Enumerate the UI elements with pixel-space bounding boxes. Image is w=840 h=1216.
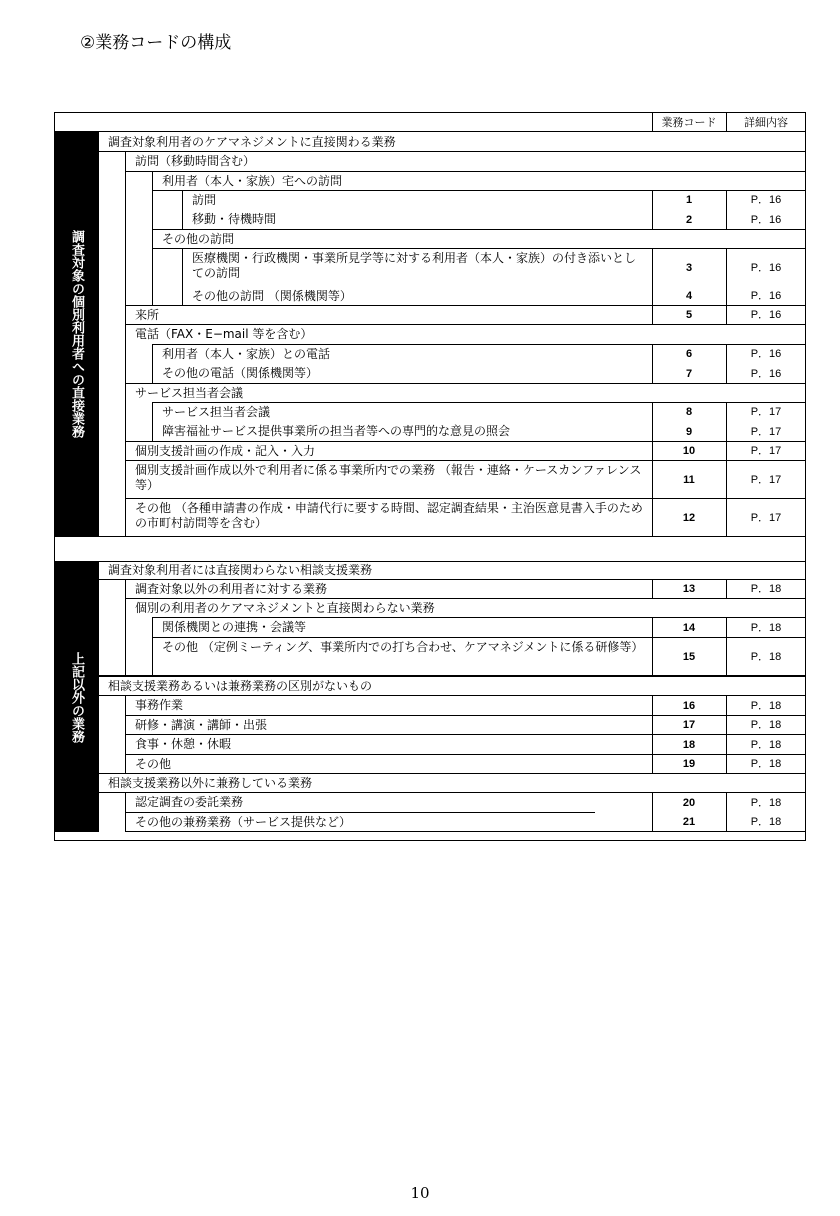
task-detail-page: P．18 — [750, 719, 782, 731]
task-code: 18 — [682, 738, 696, 751]
row-line-thick — [98, 675, 806, 677]
task-detail-page: P．16 — [750, 213, 782, 226]
visit-group-label: 訪問（移動時間含む） — [135, 154, 256, 168]
task-detail-page: P．16 — [750, 261, 782, 274]
task-code: 10 — [682, 445, 696, 457]
task-detail-page: P．17 — [750, 511, 782, 524]
task-code: 6 — [685, 348, 693, 360]
cell-divider — [726, 637, 727, 676]
task-detail-page: P．16 — [750, 348, 782, 360]
cell-divider — [726, 363, 727, 383]
task-code: 9 — [685, 425, 693, 438]
header-divider — [726, 112, 727, 132]
cell-divider — [652, 402, 653, 421]
not-related-group-label: 個別の利用者のケアマネジメントと直接関わらない業務 — [135, 601, 435, 615]
tree-line — [182, 190, 183, 229]
task-detail-page: P．16 — [750, 290, 782, 302]
home-visit-group-label: 利用者（本人・家族）宅への訪問 — [162, 174, 343, 188]
row-line — [125, 305, 806, 306]
task-label: 医療機関・行政機関・事業所見学等に対する利用者（本人・家族）の付き添いとしての訪問 — [192, 251, 637, 280]
cell-divider — [652, 421, 653, 441]
row-line — [98, 792, 806, 793]
task-code: 8 — [685, 406, 693, 418]
cell-divider — [726, 460, 727, 498]
cell-divider — [652, 754, 653, 773]
concurrent-group-label: 相談支援業務以外に兼務している業務 — [108, 776, 313, 790]
task-detail-page: P．17 — [750, 473, 782, 486]
section1-side-text: 調査対象の個別利用者への直接業務 — [69, 230, 84, 438]
task-label: 移動・待機時間 — [192, 212, 277, 226]
task-label: その他 （定例ミーティング、事業所内での打ち合わせ、ケアマネジメントに係る研修等） — [162, 640, 644, 654]
cell-divider — [726, 617, 727, 637]
row-line — [125, 441, 806, 442]
section1-side-label — [54, 132, 98, 536]
row-line — [125, 754, 806, 755]
task-code: 20 — [682, 796, 696, 809]
other-visit-group-label: その他の訪問 — [162, 232, 235, 246]
task-detail-page: P．16 — [750, 309, 782, 321]
task-code: 17 — [682, 719, 696, 731]
task-code: 14 — [682, 621, 696, 634]
cell-divider — [652, 617, 653, 637]
task-detail-page: P．18 — [750, 758, 782, 770]
task-code: 1 — [685, 194, 693, 206]
cell-divider — [726, 695, 727, 715]
page-number: 10 — [410, 1184, 430, 1202]
cell-divider — [652, 812, 653, 831]
cell-divider — [652, 305, 653, 324]
cell-divider — [652, 248, 653, 286]
task-code: 3 — [685, 261, 693, 274]
row-line — [125, 383, 806, 384]
header-bottom-line — [54, 131, 806, 132]
task-code: 11 — [683, 473, 695, 486]
task-label: 関係機関との連携・会議等 — [162, 620, 307, 634]
section1-heading: 調査対象利用者のケアマネジメントに直接関わる業務 — [108, 135, 396, 149]
task-label: その他の兼務業務（サービス提供など） — [135, 815, 352, 829]
cell-divider — [726, 754, 727, 773]
tree-line — [152, 171, 153, 305]
cell-divider — [726, 498, 727, 536]
row-line — [152, 344, 806, 345]
tree-line — [152, 617, 153, 676]
task-detail-page: P．18 — [750, 796, 782, 809]
task-code: 7 — [685, 367, 693, 380]
cell-divider — [652, 441, 653, 460]
cell-divider — [652, 715, 653, 734]
task-label: 事務作業 — [135, 698, 184, 712]
tree-line — [125, 579, 126, 676]
task-label: 個別支援計画の作成・記入・入力 — [135, 444, 316, 458]
cell-divider — [726, 812, 727, 831]
task-code: 21 — [682, 816, 696, 828]
row-line — [152, 248, 806, 249]
row-line — [125, 831, 806, 832]
section-gap-top — [54, 536, 806, 537]
cell-divider — [726, 190, 727, 209]
cell-divider — [726, 734, 727, 754]
row-line — [152, 402, 806, 403]
task-detail-page: P．17 — [750, 445, 782, 457]
row-line — [152, 229, 806, 230]
cell-divider — [652, 460, 653, 498]
header-code: 業務コード — [661, 116, 717, 129]
task-label: その他の訪問 （関係機関等） — [192, 289, 352, 303]
row-line — [98, 773, 806, 774]
task-label: 認定調査の委託業務 — [135, 795, 244, 809]
task-label: 食事・休憩・休暇 — [135, 737, 232, 751]
task-label: サービス担当者会議 — [162, 405, 271, 419]
cell-divider — [726, 305, 727, 324]
task-label: 調査対象以外の利用者に対する業務 — [135, 582, 328, 596]
cell-divider — [726, 441, 727, 460]
cell-divider — [726, 421, 727, 441]
task-label: 訪問 — [192, 193, 217, 207]
task-detail-page: P．18 — [750, 699, 782, 712]
row-line — [125, 324, 806, 325]
cell-divider — [726, 579, 727, 598]
cell-divider — [726, 792, 727, 812]
row-line — [125, 171, 806, 172]
row-line — [152, 190, 806, 191]
page-title: ②業務コードの構成 — [80, 33, 232, 53]
task-label: 利用者（本人・家族）との電話 — [162, 347, 331, 361]
row-line — [152, 637, 806, 638]
meeting-group-label: サービス担当者会議 — [135, 386, 244, 400]
cell-divider — [652, 286, 653, 305]
task-label: その他 （各種申請書の作成・申請代行に要する時間、認定調査結果・主治医意見書入手のための市町村訪問等を含む） — [135, 501, 643, 530]
header-divider — [652, 112, 653, 132]
cell-divider — [652, 209, 653, 229]
cell-divider — [726, 402, 727, 421]
cell-divider — [652, 637, 653, 676]
task-detail-page: P．18 — [750, 583, 782, 595]
cell-divider — [652, 734, 653, 754]
cell-divider — [726, 248, 727, 286]
cell-divider — [726, 344, 727, 363]
tree-line — [152, 344, 153, 383]
task-detail-page: P．16 — [750, 194, 782, 206]
task-detail-page: P．18 — [750, 651, 782, 663]
tree-line — [98, 132, 99, 536]
section2-side-label — [54, 562, 98, 832]
section2-side-text: 上記以外の業務 — [69, 651, 84, 743]
tree-line — [125, 151, 126, 536]
cell-divider — [652, 190, 653, 209]
cell-divider — [652, 498, 653, 536]
task-code: 2 — [685, 213, 693, 226]
cell-divider — [652, 695, 653, 715]
task-code: 16 — [682, 699, 696, 712]
task-code: 5 — [685, 309, 693, 321]
task-code: 15 — [682, 651, 696, 663]
task-code: 12 — [682, 511, 696, 524]
section-gap-bottom — [54, 561, 806, 562]
task-label: 来所 — [135, 308, 160, 322]
task-detail-page: P．18 — [750, 816, 782, 828]
task-code: 4 — [685, 290, 693, 302]
task-detail-page: P．17 — [750, 406, 782, 418]
row-line — [98, 579, 806, 580]
cell-divider — [652, 792, 653, 812]
no-distinction-group-label: 相談支援業務あるいは兼務業務の区別がないもの — [108, 679, 373, 693]
row-line — [125, 460, 806, 461]
row-line — [125, 734, 806, 735]
row-line — [98, 695, 806, 696]
task-code: 19 — [682, 758, 696, 770]
task-label: 個別支援計画作成以外で利用者に係る事業所内での業務 （報告・連絡・ケースカンファレンス等） — [135, 463, 642, 492]
task-detail-page: P．17 — [750, 425, 782, 438]
task-label: その他の電話（関係機関等） — [162, 366, 319, 380]
task-detail-page: P．16 — [750, 367, 782, 380]
tree-line — [182, 248, 183, 305]
tree-line — [152, 402, 153, 441]
task-code: 13 — [682, 583, 696, 595]
row-line — [125, 498, 806, 499]
task-detail-page: P．18 — [750, 738, 782, 751]
section2-heading: 調査対象利用者には直接関わらない相談支援業務 — [108, 563, 373, 577]
row-line — [125, 715, 806, 716]
cell-divider — [726, 715, 727, 734]
cell-divider — [726, 209, 727, 229]
header-detail: 詳細内容 — [744, 116, 788, 129]
cell-divider — [726, 286, 727, 305]
row-line — [125, 598, 806, 599]
cell-divider — [652, 363, 653, 383]
row-line — [98, 151, 806, 152]
task-label: 研修・講演・講師・出張 — [135, 718, 268, 732]
row-line — [125, 812, 595, 813]
task-detail-page: P．18 — [750, 621, 782, 634]
phone-group-label: 電話（FAX・E−mail 等を含む） — [135, 327, 313, 341]
row-line — [152, 617, 806, 618]
cell-divider — [652, 344, 653, 363]
task-label: 障害福祉サービス提供事業所の担当者等への専門的な意見の照会 — [162, 424, 511, 438]
cell-divider — [652, 579, 653, 598]
task-label: その他 — [135, 757, 172, 771]
